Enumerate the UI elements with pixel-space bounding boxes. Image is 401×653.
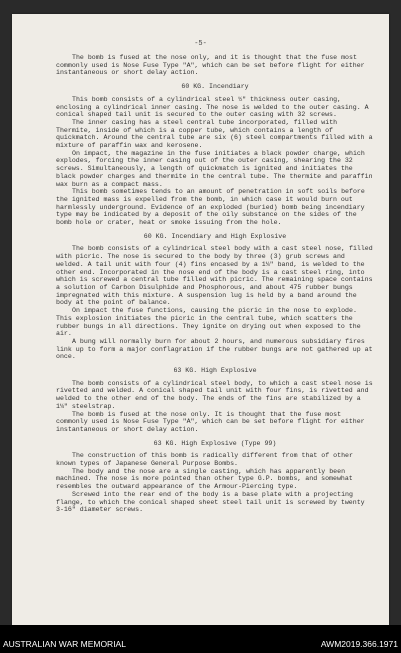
- body-paragraph: The inner casing has a steel central tube incorporated, filled with Thermite, inside of which is a copper tube, which contains a length of quickmatch. Around the central tube are six (6) steel compartments filled with a mixture of paraffin wax and kerosene.: [56, 118, 373, 150]
- body-paragraph: The bomb is fused at the nose only. It is thought that the fuse most commonly used is Nose Fuse Type "A", which can be set before flight for either instantaneous or short delay action.: [56, 410, 365, 433]
- page-number: -5-: [194, 40, 207, 48]
- body-paragraph: The body and the nose are a single casting, which has apparently been machined. The nose is more pointed than other type G.P. bombs, and somewhat resembles the outward appearance of the Armour-Piercing type.: [56, 467, 353, 491]
- section-heading: 63 KG. High Explosive: [173, 367, 257, 375]
- section-heading: 60 KG. Incendiary: [181, 83, 249, 91]
- body-paragraph: On impact, the magazine in the fuse initiates a black powder charge, which explodes, forcing the inner casing out of the outer casing, shearing the 32 screws. Simultaneously, a length of quickmatch is ignited and initiates the black powder charges and thermite in the central tube. The thermite and paraffin wax burn as a compact mass.: [56, 149, 373, 188]
- body-paragraph: The bomb is fused at the nose only, and it is thought that the fuse most commonly used is Nose Fuse Type "A", which can be set before flight for either instantaneous or short delay action.: [56, 54, 365, 77]
- body-paragraph: The construction of this bomb is radically different from that of other known types of Japanese General Purpose Bombs.: [56, 452, 353, 468]
- body-paragraph: The bomb consists of a cylindrical steel body, to which a cast steel nose is rivetted and welded. A conical shaped tail unit with four fins, is rivetted and welded to the other end of the body. The ends of the fins are stabilized by a 1¼" steelstrap.: [56, 379, 373, 410]
- body-paragraph: The bomb consists of a cylindrical steel body with a cast steel nose, filled with picric. The nose is secured to the body by three (3) grub screws and welded. A tail unit with four (4) fins encased by a 1¼" band, is welded to the other end. Incorporated in the nose end of the body is a cast steel ring, into which is screwed a central tube filled with picric. The remaining space contains a solution of Carbon Disulphide and Phosphorous, and about 475 rubber bungs impregnated with this mixture. A suspension lug is held by a band around the body at the point of balance.: [56, 245, 373, 307]
- document-page: [12, 14, 389, 625]
- section-heading: 60 KG. Incendiary and High Explosive: [143, 232, 287, 240]
- archive-name: AUSTRALIAN WAR MEMORIAL: [3, 639, 126, 649]
- body-paragraph: Screwed into the rear end of the body is a base plate with a projecting flange, to which the conical shaped sheet steel tail unit is screwed by twenty 3-16" diameter screws.: [56, 490, 365, 514]
- archive-reference: AWM2019.366.1971: [320, 639, 398, 649]
- document-text: [56, 54, 374, 514]
- section-heading: 63 KG. High Explosive (Type 99): [153, 439, 277, 447]
- body-paragraph: A bung will normally burn for about 2 hours, and numerous subsidiary fires link up to form a major conflagration if the rubber bungs are not gathered up at once.: [56, 337, 373, 361]
- body-paragraph: This bomb consists of a cylindrical steel ½" thickness outer casing, enclosing a cylindrical inner casing. The nose is welded to the outer casing. A conical shaped tail unit is secured to the outer casing with 32 screws.: [56, 95, 369, 119]
- body-paragraph: This bomb sometimes tends to an amount of penetration in soft soils before the ignited mass is expelled from the bomb, in which case it would burn out harmlessly underground. Evidence of an exploded (buried) bomb being incendiary type may be indicated by a deposit of the oily substance on the sides of the bomb hole or crater, heat or smoke issuing from the hole.: [56, 188, 365, 227]
- body-paragraph: On impact the fuse functions, causing the picric in the nose to explode. This explosion initiates the picric in the central tube, which scatters the rubber bungs in all directions. They ignite on drying out when exposed to the air.: [56, 307, 361, 338]
- archive-caption-bar: [0, 625, 401, 653]
